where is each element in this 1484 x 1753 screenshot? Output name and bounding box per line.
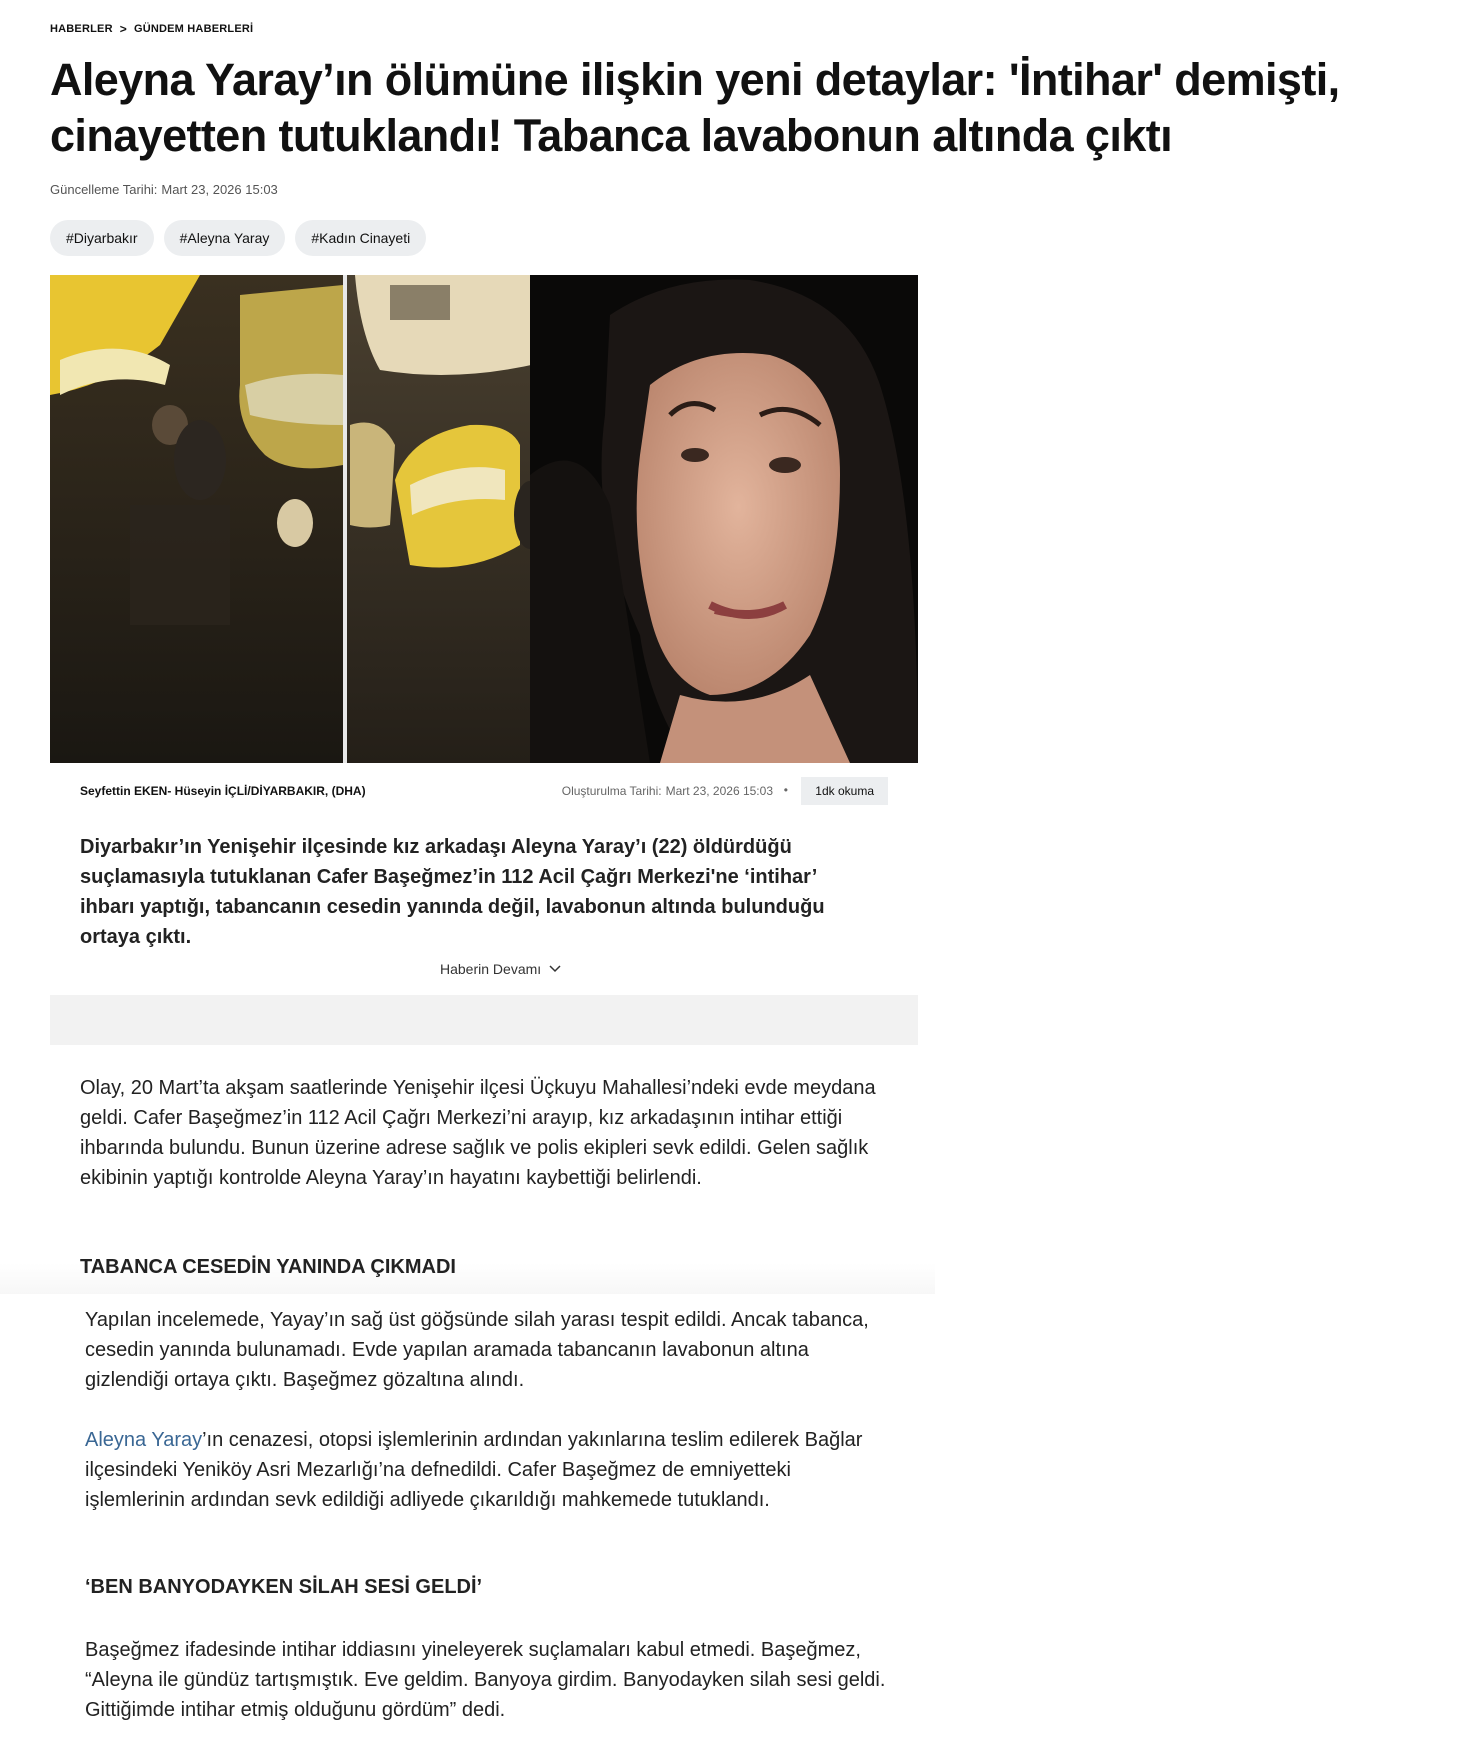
paragraph-1: Olay, 20 Mart’ta akşam saatlerinde Yenişehir ilçesi Üçkuyu Mahallesi’ndeki evde meydana geldi. Cafer Başeğmez’in 112 Acil Çağrı Merkezi’ni arayıp, kız arkadaşının intihar ettiği ihbarında bulundu. Bunun üzerine adrese sağlık ve polis ekipleri sevk edildi. Gelen sağlık ekibinin yaptığı kontrolde Aleyna Yaray’ın hayatını kaybettiği belirlendi.	[80, 1077, 876, 1189]
author-name: Seyfettin EKEN- Hüseyin İÇLİ/DİYARBAKIR, (DHA)	[80, 784, 366, 798]
read-more-label: Haberin Devamı	[440, 961, 542, 977]
paragraph-3-text: ’ın cenazesi, otopsi işlemlerinin ardından yakınlarına teslim edilerek Bağlar ilçesindeki Yeniköy Asri Mezarlığı’na defnedildi. Cafer Başeğmez de emniyetteki işlemlerinin ardından sevk edildiği adliyede çıkarıldığı mahkemede tutuklandı.	[85, 1429, 863, 1511]
tag-aleyna-yaray[interactable]: #Aleyna Yaray	[164, 220, 286, 256]
paragraph-2: Yapılan incelemede, Yayay’ın sağ üst göğsünde silah yarası tespit edildi. Ancak tabanca, cesedin yanında bulunamadı. Evde yapılan aramada tabancanın lavabonun altına gizlendiği ortaya çıktı. Başeğmez gözaltına alındı.	[85, 1309, 869, 1391]
update-date-label: Güncelleme Tarihi:	[50, 182, 158, 197]
hero-photo-collage	[50, 275, 918, 763]
tag-kadin-cinayeti[interactable]: #Kadın Cinayeti	[295, 220, 426, 256]
paragraph-4: Başeğmez ifadesinde intihar iddiasını yineleyerek suçlamaları kabul etmedi. Başeğmez, “Aleyna ile gündüz tartışmıştık. Eve geldim. Banyoya girdim. Banyodayken silah sesi geldi. Gittiğimde intihar etmiş olduğunu gördüm” dedi.	[85, 1639, 886, 1721]
created-date-label: Oluşturulma Tarihi:	[561, 784, 662, 798]
subheading-tabanca: TABANCA CESEDİN YANINDA ÇIKMADI	[80, 1256, 456, 1278]
breadcrumb-haberler[interactable]: HABERLER	[50, 23, 113, 35]
article-meta	[50, 775, 918, 807]
read-time-badge: 1dk okuma	[801, 777, 888, 805]
read-more-button[interactable]	[440, 961, 561, 977]
article-lead: Diyarbakır’ın Yenişehir ilçesinde kız arkadaşı Aleyna Yaray’ı (22) öldürdüğü suçlamasıyla tutuklanan Cafer Başeğmez’in 112 Acil Çağrı Merkezi'ne ‘intihar’ ihbarı yaptığı, tabancanın cesedin yanında değil, lavabonun altında bulunduğu ortaya çıktı.	[80, 836, 825, 948]
meta-separator: •	[783, 783, 788, 797]
created-date	[562, 784, 773, 798]
created-date-value: Mart 23, 2026 15:03	[665, 784, 773, 798]
paragraph-3	[85, 1425, 885, 1515]
chevron-down-icon	[549, 965, 561, 973]
aleyna-yaray-link[interactable]: Aleyna Yaray	[85, 1429, 203, 1451]
breadcrumb-gundem[interactable]: GÜNDEM HABERLERİ	[133, 23, 254, 35]
page-title: Aleyna Yaray’ın ölümüne ilişkin yeni detaylar: 'İntihar' demişti, cinayetten tutuklandı! Tabanca lavabonun altında çıktı	[50, 54, 1340, 161]
breadcrumb	[50, 22, 253, 36]
subheading-banyo: ‘BEN BANYODAYKEN SİLAH SESİ GELDİ’	[85, 1576, 483, 1598]
chevron-right-icon: >	[119, 22, 127, 36]
update-date	[50, 182, 278, 197]
hero-image	[50, 275, 918, 763]
update-date-value: Mart 23, 2026 15:03	[161, 182, 278, 197]
tag-diyarbakir[interactable]: #Diyarbakır	[50, 220, 154, 256]
ad-placeholder	[50, 995, 918, 1045]
tag-list	[50, 220, 426, 256]
